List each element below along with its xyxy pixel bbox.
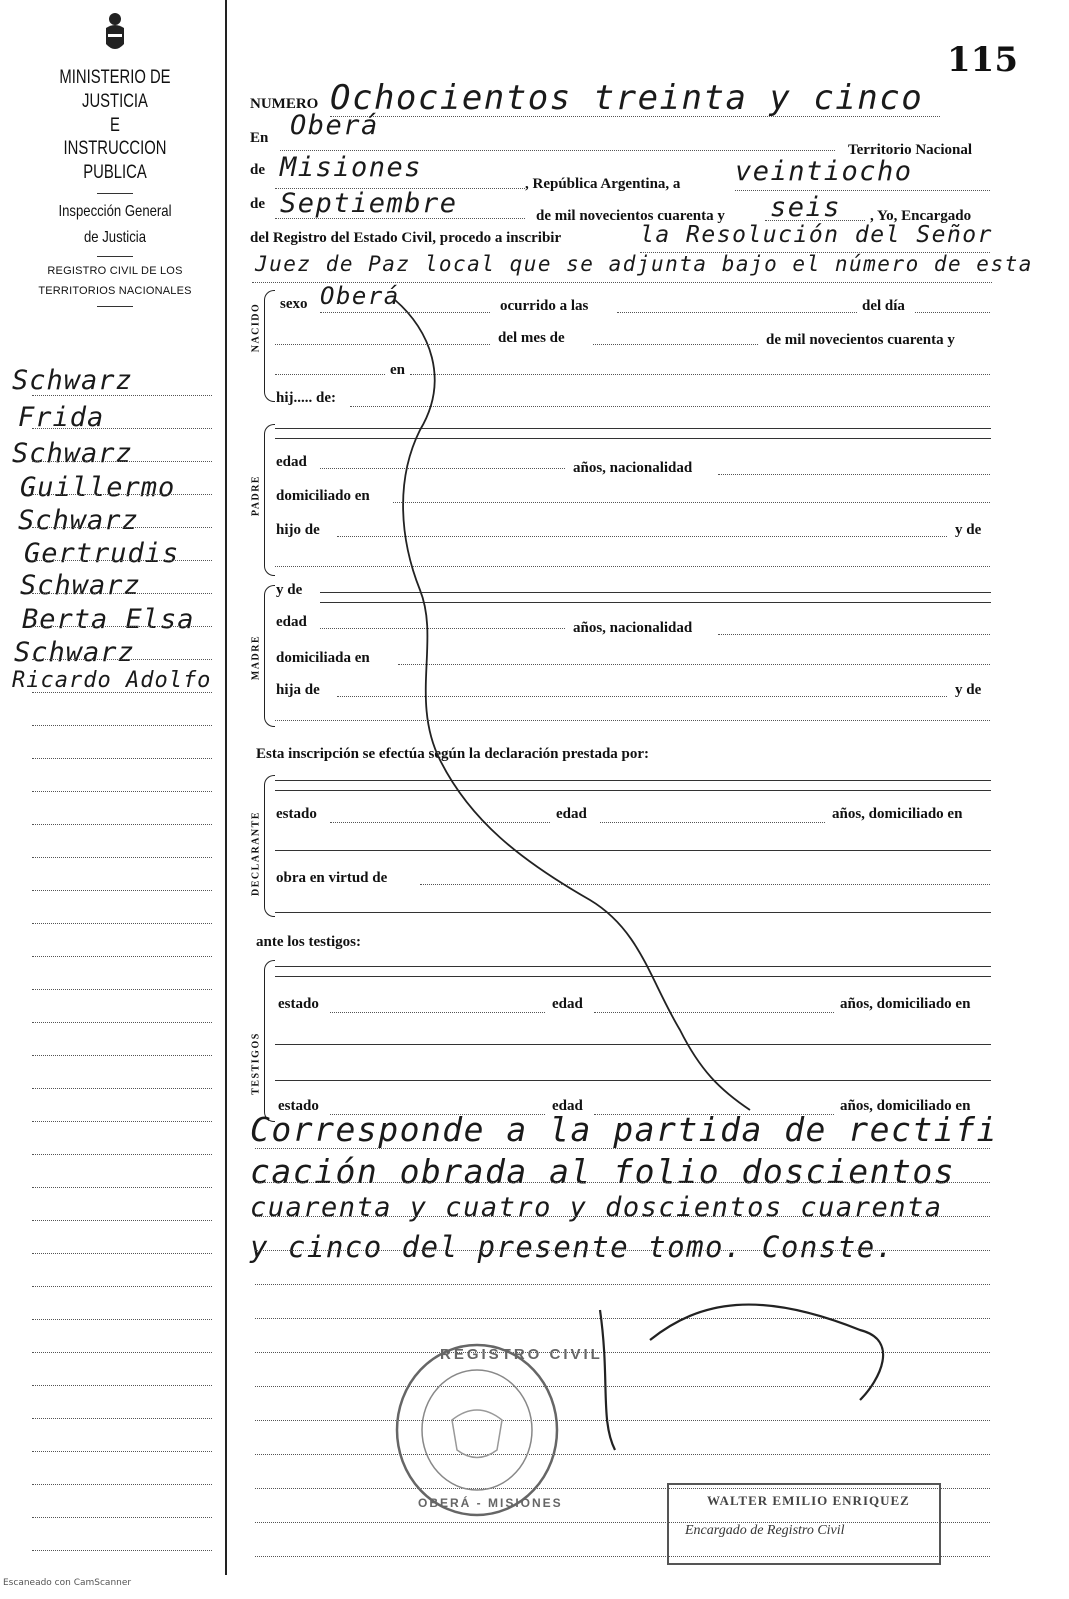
hw-note-3: cuarenta y cuatro y doscientos cuarenta bbox=[250, 1192, 943, 1223]
hw-de: Misiones bbox=[280, 152, 423, 183]
stamp-title: Encargado de Registro Civil bbox=[685, 1523, 845, 1538]
hw-numero: Ochocientos treinta y cinco bbox=[330, 78, 924, 118]
label-anos-dom-test1: años, domiciliado en bbox=[840, 996, 971, 1012]
stamp-name: WALTER EMILIO ENRIQUEZ bbox=[707, 1493, 910, 1508]
hw-year: seis bbox=[770, 192, 842, 223]
ministry-line2: E bbox=[110, 114, 120, 136]
label-hija-de: hija de bbox=[276, 682, 320, 698]
side-madre: MADRE bbox=[250, 634, 262, 681]
registry-line2: TERRITORIOS NACIONALES bbox=[38, 284, 192, 297]
label-edad-test2: edad bbox=[552, 1098, 583, 1114]
label-en: En bbox=[250, 130, 269, 146]
hw-a: veintiocho bbox=[735, 156, 913, 187]
label-y-de-madre: y de bbox=[276, 582, 303, 598]
label-ocurrido: ocurrido a las bbox=[500, 298, 589, 314]
side-padre: PADRE bbox=[250, 474, 262, 517]
label-anos-dom-test2: años, domiciliado en bbox=[840, 1098, 971, 1114]
hw-sexo: Oberá bbox=[320, 282, 400, 310]
round-stamp-icon bbox=[392, 1340, 562, 1520]
ministry-line1: MINISTERIO DE JUSTICIA bbox=[59, 67, 171, 112]
label-anos-dom-decl: años, domiciliado en bbox=[832, 806, 963, 822]
margin-name: Ricardo Adolfo bbox=[12, 668, 212, 693]
margin-name: Schwarz bbox=[14, 637, 135, 668]
label-de2: de bbox=[250, 196, 265, 212]
side-nacido: NACIDO bbox=[250, 302, 262, 353]
label-declaracion: Esta inscripción se efectúa según la declaración prestada por: bbox=[256, 746, 650, 762]
label-territorio: Territorio Nacional bbox=[848, 142, 973, 158]
label-del-dia: del día bbox=[862, 298, 905, 314]
inspection-line2: de Justicia bbox=[84, 228, 146, 246]
label-edad-decl: edad bbox=[556, 806, 587, 822]
label-domiciliado-padre: domiciliado en bbox=[276, 488, 370, 504]
label-de1: de bbox=[250, 162, 265, 178]
label-domiciliada: domiciliada en bbox=[276, 650, 370, 666]
label-anos-nac-madre: años, nacionalidad bbox=[573, 620, 693, 636]
label-del-registro: del Registro del Estado Civil, procedo a inscribir bbox=[250, 230, 562, 246]
label-hijo-de: hij..... de: bbox=[276, 390, 336, 406]
hw-note-1: Corresponde a la partida de rectifi bbox=[250, 1110, 998, 1149]
round-stamp-bottom: OBERÁ - MISIONES bbox=[418, 1496, 563, 1510]
hw-en: Oberá bbox=[290, 110, 379, 141]
label-y-de-padre: y de bbox=[955, 522, 982, 538]
margin-name: Gertrudis bbox=[24, 538, 180, 569]
margin-name: Schwarz bbox=[12, 438, 133, 469]
side-declarante: DECLARANTE bbox=[250, 811, 262, 897]
label-anos-nac-padre: años, nacionalidad bbox=[573, 460, 693, 476]
label-en2: en bbox=[390, 362, 405, 378]
round-stamp-top: REGISTRO CIVIL bbox=[440, 1346, 603, 1363]
label-sexo: sexo bbox=[280, 296, 308, 312]
registry-line1: REGISTRO CIVIL DE LOS bbox=[47, 264, 183, 277]
margin-name: Guillermo bbox=[20, 472, 176, 503]
ministry-line3: INSTRUCCION PUBLICA bbox=[63, 138, 167, 183]
label-hijo-de2: hijo de bbox=[276, 522, 320, 538]
label-y-de-madre2: y de bbox=[955, 682, 982, 698]
official-stamp bbox=[667, 1483, 941, 1565]
signature-stroke bbox=[600, 1305, 883, 1450]
inspection-line1: Inspección General bbox=[58, 202, 172, 220]
label-edad-test1: edad bbox=[552, 996, 583, 1012]
hw-line2: Juez de Paz local que se adjunta bajo el número de esta bbox=[255, 252, 1033, 276]
side-testigos: TESTIGOS bbox=[250, 1032, 262, 1095]
label-estado-test2: estado bbox=[278, 1098, 319, 1114]
hw-month: Septiembre bbox=[280, 188, 458, 219]
hw-note-2: cación obrada al folio doscientos bbox=[250, 1152, 956, 1191]
label-del-mes: del mes de bbox=[498, 330, 565, 346]
label-republica: , República Argentina, a bbox=[525, 176, 681, 192]
label-testigos-intro: ante los testigos: bbox=[256, 934, 361, 950]
label-yo-encargado: , Yo, Encargado bbox=[870, 208, 972, 224]
margin-name: Berta Elsa bbox=[22, 604, 195, 635]
margin-name: Schwarz bbox=[12, 365, 133, 396]
label-numero: NUMERO bbox=[250, 96, 319, 112]
label-edad-madre: edad bbox=[276, 614, 307, 630]
label-estado-test1: estado bbox=[278, 996, 319, 1012]
margin-name: Schwarz bbox=[18, 505, 139, 536]
hw-note-4: y cinco del presente tomo. Conste. bbox=[250, 1230, 895, 1264]
hw-inscribir: la Resolución del Señor bbox=[640, 222, 993, 248]
margin-name: Frida bbox=[18, 402, 105, 433]
label-estado-decl: estado bbox=[276, 806, 317, 822]
folio-number: 115 bbox=[947, 40, 1018, 80]
scanner-watermark: Escaneado con CamScanner bbox=[3, 1578, 132, 1588]
label-obra: obra en virtud de bbox=[276, 870, 388, 886]
label-mil-novecientos: de mil novecientos cuarenta y bbox=[536, 208, 725, 224]
margin-name: Schwarz bbox=[20, 570, 141, 601]
label-mil-nov2: de mil novecientos cuarenta y bbox=[766, 332, 955, 348]
label-edad-padre: edad bbox=[276, 454, 307, 470]
